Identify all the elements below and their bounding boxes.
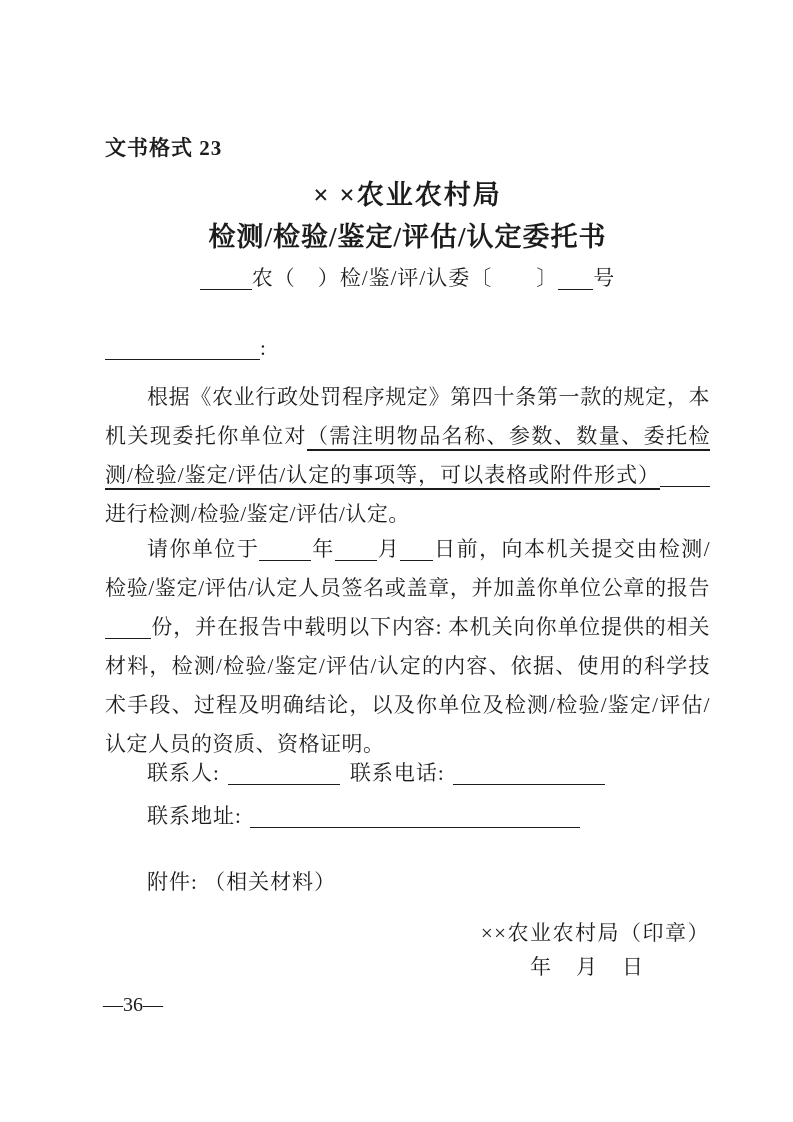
format-label: 文书格式 23 (105, 136, 223, 160)
para1-underlined-note: （需注明物品名称、参数、数量、委托检测/检验/鉴定/评估/认定的事项等，可以表格或附件形式） (105, 424, 711, 487)
year-blank (259, 539, 311, 561)
doc-number-blank-region (200, 268, 252, 290)
contact-address-label: 联系地址: (147, 804, 242, 828)
addressee-blank (105, 338, 260, 360)
para2-end: 份，并在报告中载明以下内容: 本机关向你单位提供的相关材料，检测/检验/鉴定/评估/认定的内容、依据、使用的科学技术手段、过程及明确结论，以及你单位及检测/检验/鉴定/评估/认定人员的资质、资格证明。 (105, 615, 710, 756)
month-label: 月 (376, 537, 401, 561)
page-number: —36— (103, 994, 163, 1016)
signature-date: 年 月 日 (530, 955, 645, 979)
contact-address-blank (250, 806, 580, 828)
doc-number-line (105, 262, 710, 292)
contact-line (147, 757, 710, 787)
paragraph-requirements (105, 530, 710, 764)
contact-address-line (147, 800, 710, 830)
addressee-colon: : (260, 336, 266, 360)
month-blank (335, 539, 377, 561)
para1-lead: 根据《农业行政处罚程序规定》第四十条第一款的规定，本机关现委托你单位对 (105, 385, 710, 448)
paragraph-legal-basis (105, 378, 710, 534)
para2-middle: 日前，向本机关提交由检测/检验/鉴定/评估/认定人员签名或盖章，并加盖你单位公章的报告 (105, 537, 711, 600)
copies-blank (105, 617, 151, 639)
para1-tail: 进行检测/检验/鉴定/评估/认定。 (105, 502, 410, 526)
contact-phone-blank (453, 763, 605, 785)
org-title: × ×农业农村局 (313, 180, 502, 210)
contact-person-blank (228, 763, 340, 785)
doc-number-suffix: 号 (593, 266, 616, 290)
addressee-line (105, 336, 710, 361)
para1-item-blank (660, 465, 710, 487)
para2-intro: 请你单位于 (147, 537, 260, 561)
year-label: 年 (311, 537, 335, 561)
attachment-note: 附件: （相关材料） (147, 870, 337, 894)
day-blank (400, 539, 433, 561)
contact-phone-label: 联系电话: (349, 761, 445, 785)
contact-person-label: 联系人: (147, 761, 220, 785)
signature-org: ××农业农村局（印章） (480, 921, 710, 945)
doc-number-blank-serial (558, 268, 593, 290)
doc-number-prefix: 农（ ）检/鉴/评/认委〔 〕 (251, 266, 559, 290)
doc-title: 检测/检验/鉴定/评估/认定委托书 (208, 222, 607, 252)
